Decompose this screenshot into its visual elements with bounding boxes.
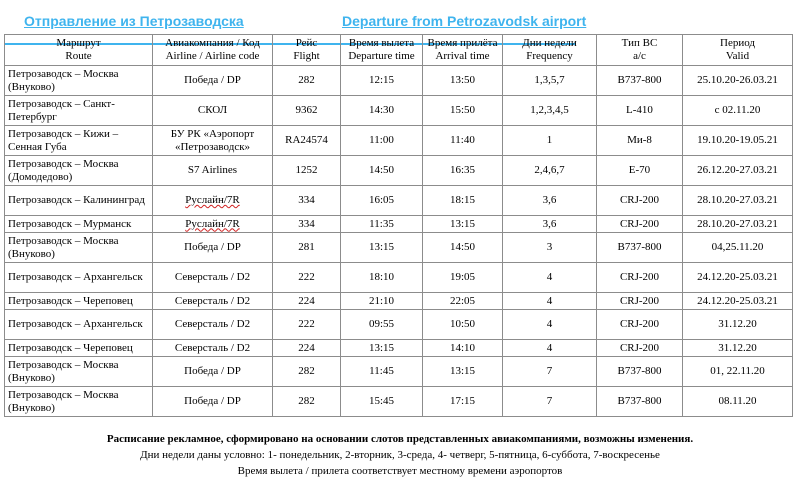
airline-cell: Северсталь / D2: [153, 340, 273, 357]
departure-cell: 14:30: [341, 96, 423, 126]
aircraft-cell: B737-800: [597, 387, 683, 417]
table-row: [5, 310, 793, 340]
airline-cell: БУ РК «Аэропорт «Петрозаводск»: [153, 126, 273, 156]
column-header-flight: Рейс Flight: [273, 35, 341, 66]
flight-cell: 9362: [273, 96, 341, 126]
aircraft-cell: L-410: [597, 96, 683, 126]
departure-cell: 13:15: [341, 233, 423, 263]
arrival-cell: 13:15: [423, 216, 503, 233]
aircraft-cell: CRJ-200: [597, 293, 683, 310]
arrival-cell: 15:50: [423, 96, 503, 126]
airline-cell: Северсталь / D2: [153, 310, 273, 340]
column-header-airline: Авиакомпания / Код Airline / Airline code: [153, 35, 273, 66]
column-header-valid: Период Valid: [683, 35, 793, 66]
flight-cell: 334: [273, 186, 341, 216]
flight-cell: 282: [273, 66, 341, 96]
valid-cell: 26.12.20-27.03.21: [683, 156, 793, 186]
title-english[interactable]: Departure from Petrozavodsk airport: [342, 13, 587, 29]
frequency-cell: 4: [503, 293, 597, 310]
arrival-cell: 22:05: [423, 293, 503, 310]
table-row: [5, 357, 793, 387]
aircraft-cell: B737-800: [597, 66, 683, 96]
flight-cell: 282: [273, 357, 341, 387]
frequency-cell: 1,3,5,7: [503, 66, 597, 96]
route-cell: Петрозаводск – Санкт-Петербург: [5, 96, 153, 126]
departure-cell: 18:10: [341, 263, 423, 293]
departure-cell: 15:45: [341, 387, 423, 417]
route-cell: Петрозаводск – Череповец: [5, 340, 153, 357]
route-cell: Петрозаводск – Калининград: [5, 186, 153, 216]
airline-cell: [153, 216, 273, 233]
page-header: [0, 13, 800, 33]
route-cell: Петрозаводск – Архангельск: [5, 263, 153, 293]
column-header-frequency: Дни недели Frequency: [503, 35, 597, 66]
frequency-cell: 7: [503, 387, 597, 417]
table-row: [5, 126, 793, 156]
route-cell: Петрозаводск – Мурманск: [5, 216, 153, 233]
table-row: [5, 293, 793, 310]
arrival-cell: 18:15: [423, 186, 503, 216]
table-row: [5, 96, 793, 126]
arrival-cell: 19:05: [423, 263, 503, 293]
flight-cell: 282: [273, 387, 341, 417]
route-cell: Петрозаводск – Кижи – Сенная Губа: [5, 126, 153, 156]
frequency-cell: 1: [503, 126, 597, 156]
arrival-cell: 14:10: [423, 340, 503, 357]
arrival-cell: 17:15: [423, 387, 503, 417]
airline-cell: S7 Airlines: [153, 156, 273, 186]
frequency-cell: 4: [503, 310, 597, 340]
route-cell: Петрозаводск – Москва (Внуково): [5, 387, 153, 417]
departure-cell: 11:00: [341, 126, 423, 156]
aircraft-cell: CRJ-200: [597, 216, 683, 233]
local-time-note: Время вылета / прилета соответствует местному времени аэропортов: [237, 465, 563, 477]
column-header-arrival: Время прилёта Arrival time: [423, 35, 503, 66]
departure-cell: 21:10: [341, 293, 423, 310]
frequency-cell: 3,6: [503, 216, 597, 233]
valid-cell: 28.10.20-27.03.21: [683, 216, 793, 233]
frequency-cell: 7: [503, 357, 597, 387]
aircraft-cell: CRJ-200: [597, 186, 683, 216]
aircraft-cell: CRJ-200: [597, 310, 683, 340]
disclaimer-note: Расписание рекламное, сформировано на основании слотов представленных авиакомпаниями, возможны изменения.: [106, 433, 694, 445]
route-cell: Петрозаводск – Москва (Внуково): [5, 357, 153, 387]
flight-cell: 281: [273, 233, 341, 263]
airline-cell: Победа / DP: [153, 387, 273, 417]
departure-cell: 11:45: [341, 357, 423, 387]
departure-cell: 11:35: [341, 216, 423, 233]
aircraft-cell: E-70: [597, 156, 683, 186]
frequency-cell: 3,6: [503, 186, 597, 216]
airline-name: Руслайн/7R: [185, 217, 240, 230]
column-header-aircraft: Тип ВС a/c: [597, 35, 683, 66]
airline-cell: СКОЛ: [153, 96, 273, 126]
airline-cell: Северсталь / D2: [153, 263, 273, 293]
airline-cell: Победа / DP: [153, 66, 273, 96]
footer-notes: [0, 431, 800, 479]
frequency-cell: 1,2,3,4,5: [503, 96, 597, 126]
departure-cell: 16:05: [341, 186, 423, 216]
valid-cell: 01, 22.11.20: [683, 357, 793, 387]
airline-cell: Победа / DP: [153, 233, 273, 263]
valid-cell: 24.12.20-25.03.21: [683, 263, 793, 293]
route-cell: Петрозаводск – Москва (Внуково): [5, 66, 153, 96]
table-row: [5, 263, 793, 293]
valid-cell: 04,25.11.20: [683, 233, 793, 263]
route-cell: Петрозаводск – Москва (Внуково): [5, 233, 153, 263]
aircraft-cell: CRJ-200: [597, 340, 683, 357]
aircraft-cell: B737-800: [597, 357, 683, 387]
flight-cell: 222: [273, 263, 341, 293]
arrival-cell: 13:50: [423, 66, 503, 96]
departure-cell: 13:15: [341, 340, 423, 357]
airline-name: Руслайн/7R: [185, 194, 240, 206]
table-row: [5, 66, 793, 96]
departure-cell: 09:55: [341, 310, 423, 340]
departure-cell: 14:50: [341, 156, 423, 186]
table-row: [5, 340, 793, 357]
route-cell: Петрозаводск – Череповец: [5, 293, 153, 310]
column-header-departure: Время вылета Departure time: [341, 35, 423, 66]
valid-cell: 31.12.20: [683, 340, 793, 357]
aircraft-cell: CRJ-200: [597, 263, 683, 293]
table-row: [5, 387, 793, 417]
arrival-cell: 11:40: [423, 126, 503, 156]
flight-cell: 1252: [273, 156, 341, 186]
column-header-route: Маршрут Route: [5, 35, 153, 66]
route-cell: Петрозаводск – Архангельск: [5, 310, 153, 340]
valid-cell: 19.10.20-19.05.21: [683, 126, 793, 156]
valid-cell: 25.10.20-26.03.21: [683, 66, 793, 96]
route-cell: Петрозаводск – Москва (Домодедово): [5, 156, 153, 186]
table-row: [5, 186, 793, 216]
valid-cell: 28.10.20-27.03.21: [683, 186, 793, 216]
arrival-cell: 10:50: [423, 310, 503, 340]
aircraft-cell: B737-800: [597, 233, 683, 263]
flight-cell: 224: [273, 340, 341, 357]
arrival-cell: 14:50: [423, 233, 503, 263]
frequency-cell: 4: [503, 263, 597, 293]
title-russian[interactable]: Отправление из Петрозаводска: [24, 13, 244, 29]
airline-cell: Победа / DP: [153, 357, 273, 387]
table-row: [5, 233, 793, 263]
frequency-cell: 2,4,6,7: [503, 156, 597, 186]
valid-cell: 31.12.20: [683, 310, 793, 340]
schedule-table: [4, 34, 793, 417]
frequency-cell: 3: [503, 233, 597, 263]
airline-cell: Северсталь / D2: [153, 293, 273, 310]
weekday-legend-note: Дни недели даны условно: 1- понедельник, 2-вторник, 3-среда, 4- четверг, 5-пятница, 6-суббота, 7-воскресенье: [140, 449, 660, 461]
arrival-cell: 16:35: [423, 156, 503, 186]
arrival-cell: 13:15: [423, 357, 503, 387]
flight-cell: 222: [273, 310, 341, 340]
departure-cell: 12:15: [341, 66, 423, 96]
flight-cell: RA24574: [273, 126, 341, 156]
frequency-cell: 4: [503, 340, 597, 357]
valid-cell: 08.11.20: [683, 387, 793, 417]
table-row: [5, 156, 793, 186]
flight-cell: 224: [273, 293, 341, 310]
valid-cell: с 02.11.20: [683, 96, 793, 126]
header-row: [5, 35, 793, 66]
airline-cell: [153, 186, 273, 216]
aircraft-cell: Ми-8: [597, 126, 683, 156]
table-row: [5, 216, 793, 233]
valid-cell: 24.12.20-25.03.21: [683, 293, 793, 310]
flight-cell: 334: [273, 216, 341, 233]
